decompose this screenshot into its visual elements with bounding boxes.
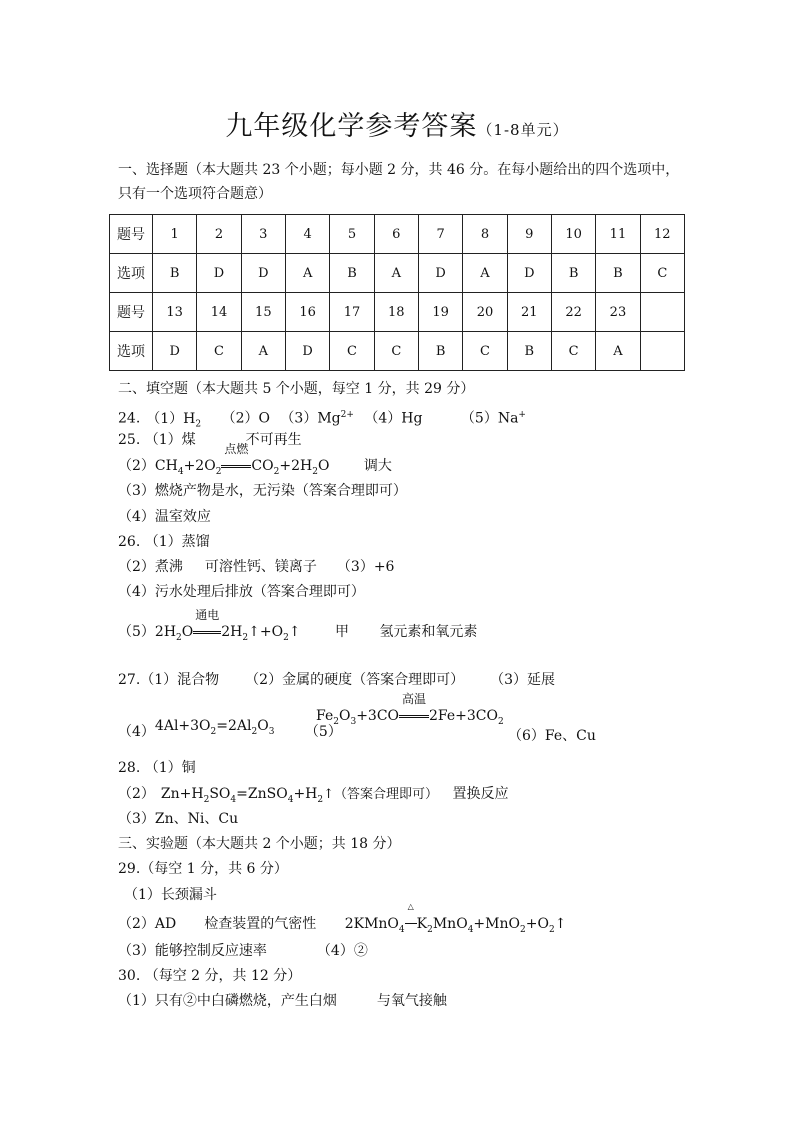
table-cell: D — [197, 254, 241, 293]
row-answers-2 — [110, 332, 685, 371]
table-cell: 13 — [153, 293, 197, 332]
table-cell: 17 — [330, 293, 374, 332]
table-cell: 11 — [596, 215, 640, 254]
table-cell: 12 — [640, 215, 684, 254]
table-cell: A — [596, 332, 640, 371]
table-cell: B — [418, 332, 462, 371]
table-cell: 15 — [241, 293, 285, 332]
q26-line-4: $(5)2H_2O$ 通电 $2H_2↑+O_2↑$ 甲 氢元素和氧元素 — [118, 608, 478, 643]
q29-line-1: 29.（每空 1 分，共 6 分） — [118, 861, 288, 877]
table-cell: A — [374, 254, 418, 293]
table-header-cell: 选项 — [110, 332, 153, 371]
table-cell: B — [330, 254, 374, 293]
q27-answer-6: （6）Fe、Cu — [508, 728, 596, 744]
table-cell: D — [418, 254, 462, 293]
row-answers-1 — [110, 254, 685, 293]
q29-line-2: （1）长颈漏斗 — [124, 887, 217, 903]
page-title: 九年级化学参考答案（1-8单元） — [225, 111, 569, 142]
table-cell: C — [374, 332, 418, 371]
q28-line-3: （3）Zn、Ni、Cu — [118, 811, 239, 827]
section-experiment-heading: 三、实验题（本大题共 2 个小题；共 18 分） — [118, 836, 401, 852]
table-cell: C — [330, 332, 374, 371]
q28-line-1: 28. （1）铜 — [118, 760, 196, 776]
table-cell: C — [463, 332, 507, 371]
table-cell: D — [507, 254, 551, 293]
table-cell: 22 — [551, 293, 595, 332]
table-cell: 4 — [285, 215, 329, 254]
page-subtitle: （1-8单元） — [477, 121, 569, 139]
q29-line-4: （3）能够控制反应速率 （4）② — [118, 943, 368, 959]
table-cell: A — [285, 254, 329, 293]
section-fill-heading: 二、填空题（本大题共 5 个小题，每空 1 分，共 29 分） — [118, 381, 475, 397]
table-cell: 20 — [463, 293, 507, 332]
table-cell: 6 — [374, 215, 418, 254]
table-cell: D — [153, 332, 197, 371]
table-cell: 1 — [153, 215, 197, 254]
q27-line-2: $(4)4Al+3O_2=2Al_2O_3$ （5） — [118, 718, 342, 740]
table-header-cell: 题号 — [110, 215, 153, 254]
table-cell: D — [241, 254, 285, 293]
q28-line-2: （2） $Zn+H_2SO_4=ZnSO_4+H_2↑$（答案合理即可） 置换反应 — [118, 786, 509, 805]
q30-line-1: 30. （每空 2 分，共 12 分） — [118, 968, 302, 984]
q27-eq5: $Fe_2O_3+3CO$ 高温 $2Fe+3CO_2$ — [316, 692, 504, 727]
table-cell: 23 — [596, 293, 640, 332]
table-cell: 18 — [374, 293, 418, 332]
table-header-cell: 题号 — [110, 293, 153, 332]
table-cell: A — [241, 332, 285, 371]
q26-line-1: 26. （1）蒸馏 — [118, 534, 210, 550]
section-choice-heading: 一、选择题（本大题共 23 个小题；每小题 2 分，共 46 分。在每小题给出的四个选项中，只有一个选项符合题意） — [118, 162, 680, 202]
q30-line-2: （1）只有②中白磷燃烧，产生白烟 与氧气接触 — [118, 993, 447, 1009]
table-cell: C — [640, 254, 684, 293]
table-cell: 19 — [418, 293, 462, 332]
table-cell: B — [551, 254, 595, 293]
table-cell: 2 — [197, 215, 241, 254]
table-cell: 5 — [330, 215, 374, 254]
answer-table — [109, 214, 685, 371]
table-cell: 16 — [285, 293, 329, 332]
table-cell: 21 — [507, 293, 551, 332]
table-cell: 9 — [507, 215, 551, 254]
table-cell: 3 — [241, 215, 285, 254]
table-cell — [640, 293, 684, 332]
q24-line: 24. $(1)H_2$ （2）O $(3)Mg^{2+}$ （4）Hg （5）Na+ — [118, 410, 526, 430]
table-header-cell: 选项 — [110, 254, 153, 293]
table-cell: C — [551, 332, 595, 371]
q25-line-4: （4）温室效应 — [118, 509, 211, 525]
q29-line-3: （2）AD 检查装置的气密性 2KMnO$_4$ △ $K_2MnO_4+MnO_2+O_2↑$ — [118, 902, 567, 935]
table-cell — [640, 332, 684, 371]
q25-line-2: $(2)CH_4+2O_2$ 点燃 $CO_2+2H_2O$ 调大 — [118, 442, 392, 477]
q25-line-3: （3）燃烧产物是水，无污染（答案合理即可） — [118, 483, 407, 499]
table-cell: 8 — [463, 215, 507, 254]
table-cell: 7 — [418, 215, 462, 254]
q25-line-1: 25. （1）煤 不可再生 — [118, 432, 302, 448]
row-questions-1 — [110, 215, 685, 254]
q26-line-3: （4）污水处理后排放（答案合理即可） — [118, 584, 365, 600]
table-cell: A — [463, 254, 507, 293]
row-questions-2 — [110, 293, 685, 332]
table-cell: B — [507, 332, 551, 371]
q26-line-2: （2）煮沸 可溶性钙、镁离子 （3）+6 — [118, 559, 395, 575]
table-cell: 14 — [197, 293, 241, 332]
table-cell: 10 — [551, 215, 595, 254]
q27-line-1: 27.（1）混合物 （2）金属的硬度（答案合理即可） （3）延展 — [118, 672, 556, 688]
table-cell: B — [596, 254, 640, 293]
table-cell: D — [285, 332, 329, 371]
table-cell: B — [153, 254, 197, 293]
table-cell: C — [197, 332, 241, 371]
